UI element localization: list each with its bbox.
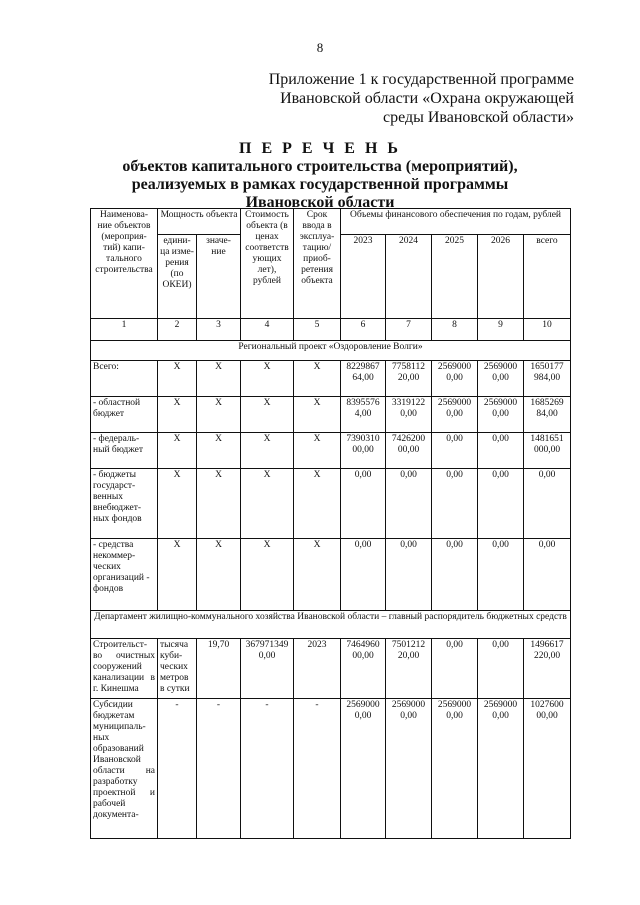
row-2026: 2569000 0,00 xyxy=(478,397,524,433)
row-2023: 0,00 xyxy=(341,469,386,539)
row-2025: 2569000 0,00 xyxy=(432,361,478,397)
row-value: X xyxy=(197,397,241,433)
row-2024: 7426200 00,00 xyxy=(386,433,432,469)
row-2023: 7390310 00,00 xyxy=(341,433,386,469)
appendix-line-3: среды Ивановской области» xyxy=(382,109,574,126)
row-total: 0,00 xyxy=(524,539,571,611)
row-unit: X xyxy=(158,539,197,611)
row-unit: X xyxy=(158,469,197,539)
row-value: X xyxy=(197,433,241,469)
header-year-2025: 2025 xyxy=(432,235,478,319)
row-2023: 8395576 4,00 xyxy=(341,397,386,433)
row-2026: 0,00 xyxy=(478,639,524,699)
row-total: 0,00 xyxy=(524,469,571,539)
header-total: всего xyxy=(524,235,571,319)
row-name: Строительст-во очистных сооружений канализации в г. Кинешма xyxy=(91,639,158,699)
table-row xyxy=(91,397,571,433)
row-cost: - xyxy=(241,699,294,839)
row-2025: 0,00 xyxy=(432,469,478,539)
col-number: 6 xyxy=(341,319,386,341)
row-2025: 0,00 xyxy=(432,433,478,469)
col-number: 4 xyxy=(241,319,294,341)
row-cost: X xyxy=(241,361,294,397)
title-line-3: Ивановской области xyxy=(245,194,395,211)
row-unit: тысяча куби-ческих метров в сутки xyxy=(158,639,197,699)
row-cost: X xyxy=(241,539,294,611)
row-unit: - xyxy=(158,699,197,839)
row-2024: 7501212 20,00 xyxy=(386,639,432,699)
header-funding: Объемы финансового обеспечения по годам, рублей xyxy=(341,209,571,235)
row-2026: 0,00 xyxy=(478,539,524,611)
row-2025: 2569000 0,00 xyxy=(432,397,478,433)
row-2023: 0,00 xyxy=(341,539,386,611)
col-number: 1 xyxy=(91,319,158,341)
page-number: 8 xyxy=(316,40,324,55)
row-term: X xyxy=(294,397,341,433)
header-year-2024: 2024 xyxy=(386,235,432,319)
appendix-line-1: Приложение 1 к государственной программе xyxy=(268,71,574,88)
title-line-1: объектов капитального строительства (мероприятий), xyxy=(122,158,518,175)
col-number: 8 xyxy=(432,319,478,341)
row-cost: X xyxy=(241,433,294,469)
col-number: 5 xyxy=(294,319,341,341)
row-2026: 2569000 0,00 xyxy=(478,699,524,839)
header-term: Срок ввода в эксплуа-тацию/ приоб-ретения объекта xyxy=(294,209,341,319)
header-value: значе-ние xyxy=(197,235,241,319)
title-heading: П Е Р Е Ч Е Н Ь xyxy=(239,140,401,157)
row-2025: 0,00 xyxy=(432,639,478,699)
row-2026: 0,00 xyxy=(478,469,524,539)
row-2023: 8229867 64,00 xyxy=(341,361,386,397)
row-name: Субсидии бюджетам муниципаль-ных образований Ивановской области на разработку проектной и рабочей документа- xyxy=(91,699,158,839)
section-row xyxy=(91,611,571,639)
row-name: - бюджеты государст-венных внебюджет-ных фондов xyxy=(91,469,158,539)
table-row xyxy=(91,361,571,397)
row-2025: 0,00 xyxy=(432,539,478,611)
row-term: X xyxy=(294,539,341,611)
row-term: 2023 xyxy=(294,639,341,699)
row-total: 1685269 84,00 xyxy=(524,397,571,433)
header-year-2023: 2023 xyxy=(341,235,386,319)
row-2026: 2569000 0,00 xyxy=(478,361,524,397)
row-term: X xyxy=(294,433,341,469)
row-2023: 7464960 00,00 xyxy=(341,639,386,699)
header-row-1 xyxy=(91,209,571,235)
objects-table xyxy=(90,208,571,839)
header-capacity: Мощность объекта xyxy=(158,209,241,235)
row-2024: 0,00 xyxy=(386,539,432,611)
column-number-row xyxy=(91,319,571,341)
row-value: X xyxy=(197,361,241,397)
col-number: 2 xyxy=(158,319,197,341)
row-2024: 7758112 20,00 xyxy=(386,361,432,397)
header-cost: Стоимость объекта (в ценах соответств ующих лет), рублей xyxy=(241,209,294,319)
section-regional-project: Региональный проект «Оздоровление Волги» xyxy=(91,341,571,361)
header-year-2026: 2026 xyxy=(478,235,524,319)
table-row xyxy=(91,699,571,839)
row-cost: X xyxy=(241,469,294,539)
row-value: X xyxy=(197,469,241,539)
row-total: 1027600 00,00 xyxy=(524,699,571,839)
appendix-note xyxy=(244,70,574,127)
row-name: - областной бюджет xyxy=(91,397,158,433)
row-name: - средства некоммер-ческих организаций - фондов xyxy=(91,539,158,611)
document-title xyxy=(0,140,640,212)
row-term: X xyxy=(294,361,341,397)
row-term: - xyxy=(294,699,341,839)
row-2025: 2569000 0,00 xyxy=(432,699,478,839)
row-2024: 0,00 xyxy=(386,469,432,539)
row-2026: 0,00 xyxy=(478,433,524,469)
header-name: Наименова-ние объектов (мероприя-тий) капи-тального строительства xyxy=(91,209,158,319)
table-row xyxy=(91,539,571,611)
row-2024: 3319122 0,00 xyxy=(386,397,432,433)
row-2024: 2569000 0,00 xyxy=(386,699,432,839)
row-total: 1496617 220,00 xyxy=(524,639,571,699)
table-row xyxy=(91,639,571,699)
row-unit: X xyxy=(158,397,197,433)
col-number: 9 xyxy=(478,319,524,341)
header-unit: едини-ца изме-рения (по ОКЕИ) xyxy=(158,235,197,319)
row-value: - xyxy=(197,699,241,839)
section-department: Департамент жилищно-коммунального хозяйства Ивановской области – главный распорядитель бюджетных средств xyxy=(91,611,571,639)
row-cost: 367971349 0,00 xyxy=(241,639,294,699)
section-row xyxy=(91,341,571,361)
table-row xyxy=(91,433,571,469)
row-unit: X xyxy=(158,361,197,397)
appendix-line-2: Ивановской области «Охрана окружающей xyxy=(280,90,574,107)
col-number: 3 xyxy=(197,319,241,341)
row-cost: X xyxy=(241,397,294,433)
row-term: X xyxy=(294,469,341,539)
row-unit: X xyxy=(158,433,197,469)
col-number: 7 xyxy=(386,319,432,341)
row-total: 1481651 000,00 xyxy=(524,433,571,469)
row-name: Всего: xyxy=(91,361,158,397)
col-number: 10 xyxy=(524,319,571,341)
row-value: X xyxy=(197,539,241,611)
row-name: - федераль-ный бюджет xyxy=(91,433,158,469)
row-total: 1650177 984,00 xyxy=(524,361,571,397)
row-2023: 2569000 0,00 xyxy=(341,699,386,839)
title-line-2: реализуемых в рамках государственной программы xyxy=(131,176,509,193)
row-value: 19,70 xyxy=(197,639,241,699)
table-row xyxy=(91,469,571,539)
